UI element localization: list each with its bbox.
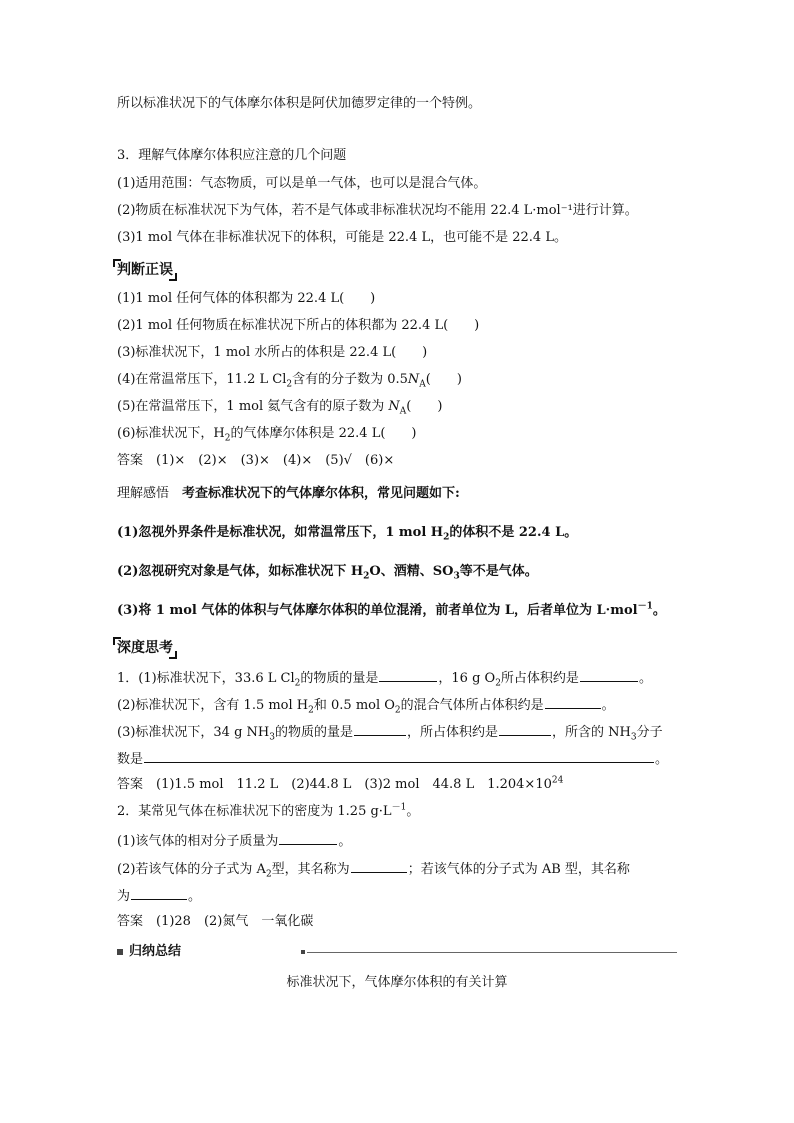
- answer-blank[interactable]: [279, 830, 337, 845]
- deep-question-2-1: (1)该气体的相对分子质量为 。: [117, 830, 683, 852]
- intro-paragraph: 所以标准状况下的气体摩尔体积是阿伏加德罗定律的一个特例。: [117, 96, 482, 111]
- judge-question-4: (4)在常温常压下，11.2 L $Cl_2$含有的分子数为 $0.5N_A$( ): [117, 372, 462, 390]
- deep-question-1-2: (2)标准状况下，含有 1.5 mol $H_2$和 0.5 mol $O_2$的混合气体所占体积约是 。: [117, 694, 683, 716]
- answer-blank[interactable]: [580, 667, 638, 682]
- answer-blank[interactable]: [499, 721, 551, 736]
- square-bullet-icon: [301, 950, 305, 954]
- summary-label: 归纳总结: [129, 944, 182, 959]
- deep-answer-1: 答案 (1)1.5 mol 11.2 L (2)44.8 L (3)2 mol 44.8 L $1.204\times 10^{24}$: [117, 775, 564, 792]
- section-3-item-1: (1)适用范围：气态物质，可以是单一气体，也可以是混合气体。: [117, 176, 487, 191]
- insight-item-3: (3)将 1 mol 气体的体积与气体摩尔体积的单位混淆，前者单位为 L，后者单位为 L·mol$^{-1}$。: [117, 601, 666, 618]
- answer-blank[interactable]: [144, 748, 654, 763]
- section-3-item-2: (2)物质在标准状况下为气体，若不是气体或非标准状况均不能用 22.4 L·mol⁻¹进行计算。: [117, 203, 638, 218]
- deep-question-1-3: (3)标准状况下，34 g $NH_3$的物质的量是 ，所占体积约是 ，所含的 $NH_3$分子: [117, 721, 683, 743]
- deep-question-2: 2．某常见气体在标准状况下的密度为 1.25 $g\cdot L^{-1}$。: [117, 802, 420, 819]
- summary-bar: [117, 944, 677, 960]
- insight-body: 考查标准状况下的气体摩尔体积，常见问题如下:: [182, 486, 460, 501]
- insight-head: 理解感悟: [117, 486, 170, 501]
- deep-thinking-title: 深度思考: [117, 640, 173, 656]
- section-3-item-3: (3)1 mol 气体在非标准状况下的体积，可能是 22.4 L，也可能不是 22.4 L。: [117, 230, 567, 245]
- answer-blank[interactable]: [545, 694, 601, 709]
- judge-question-1: (1)1 mol 任何气体的体积都为 22.4 L( ): [117, 291, 376, 306]
- section-3-heading: 3．理解气体摩尔体积应注意的几个问题: [117, 148, 347, 163]
- deep-answer-2: 答案 (1)28 (2)氮气 一氧化碳: [117, 914, 314, 929]
- deep-question-2-2: (2)若该气体的分子式为 $A_2$型，其名称为 ；若该气体的分子式为 AB 型，其名称: [117, 858, 683, 880]
- judge-section-title: 判断正误: [117, 262, 173, 278]
- deep-question-2-2-cont: 为 。: [117, 885, 683, 907]
- deep-question-1-3-cont: 数是 。: [117, 748, 683, 770]
- insight-line: [117, 484, 683, 504]
- insight-item-2: (2)忽视研究对象是气体，如标准状况下 $H_2O$、酒精、$SO_3$等不是气体。: [117, 564, 538, 582]
- deep-question-1-1: 1．(1)标准状况下，33.6 L $Cl_2$的物质的量是 ，16 g $O_2$所占体积约是 。: [117, 667, 683, 689]
- answer-blank[interactable]: [131, 885, 187, 900]
- divider: [307, 952, 677, 953]
- square-bullet-icon: [117, 949, 123, 955]
- insight-item-1: (1)忽视外界条件是标准状况，如常温常压下，1 mol $H_2$的体积不是 22.4 L。: [117, 525, 578, 543]
- judge-question-5: (5)在常温常压下，1 mol 氦气含有的原子数为 $N_A$( ): [117, 399, 443, 417]
- summary-title: 标准状况下，气体摩尔体积的有关计算: [286, 975, 508, 990]
- judge-question-6: (6)标准状况下，$H_2$的气体摩尔体积是 22.4 L( ): [117, 426, 417, 444]
- answer-blank[interactable]: [351, 858, 407, 873]
- answer-blank[interactable]: [379, 667, 437, 682]
- judge-question-3: (3)标准状况下，1 mol 水所占的体积是 22.4 L( ): [117, 345, 428, 360]
- answer-blank[interactable]: [354, 721, 406, 736]
- judge-answer: 答案 (1)× (2)× (3)× (4)× (5)√ (6)×: [117, 453, 395, 468]
- judge-question-2: (2)1 mol 任何物质在标准状况下所占的体积都为 22.4 L( ): [117, 318, 480, 333]
